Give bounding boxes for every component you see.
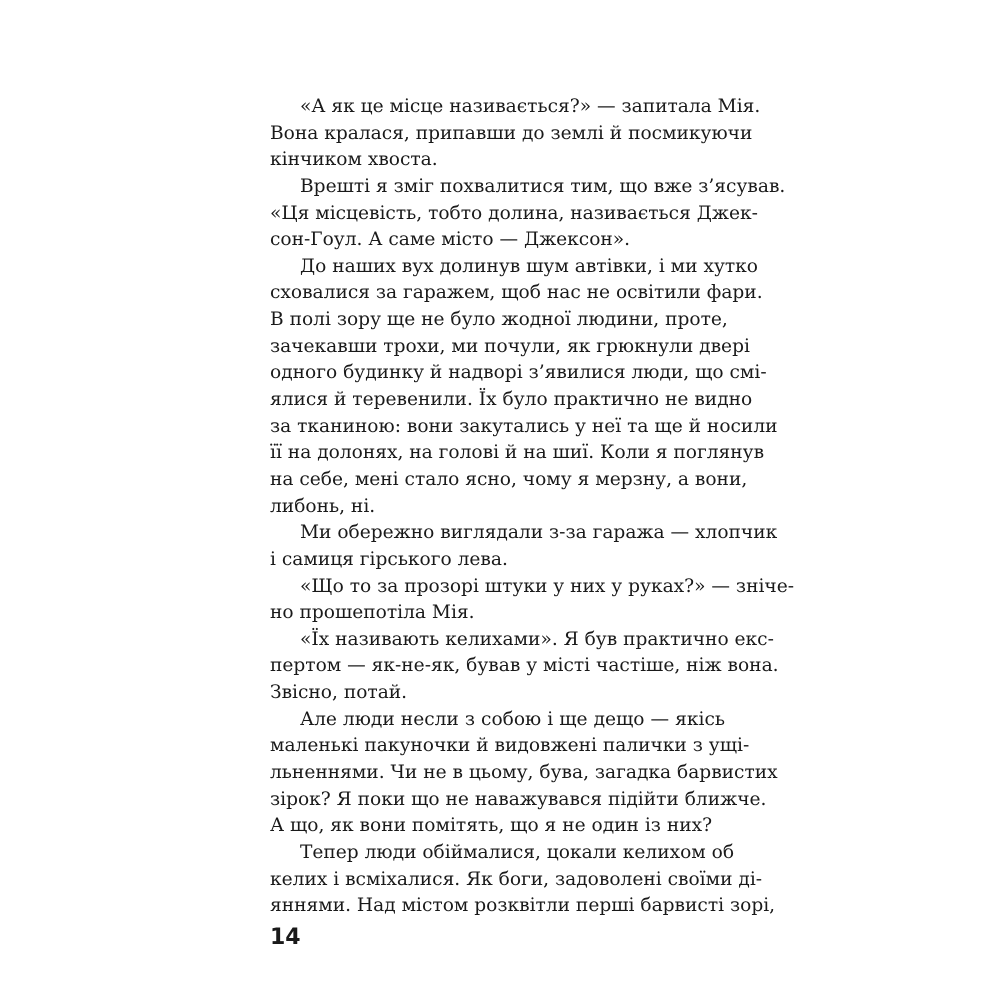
text-line: Але люди несли з собою і ще дещо — якісь <box>300 708 725 730</box>
text-line: «Ця місцевість, тобто долина, називається Джек- <box>270 202 758 224</box>
text-line: і самиця гірського лева. <box>270 548 508 570</box>
text-line: но прошепотіла Мія. <box>270 602 475 624</box>
text-line: кінчиком хвоста. <box>270 149 438 171</box>
text-line: маленькі пакуночки й видовжені палички з ущі- <box>270 735 750 757</box>
text-line: яннями. Над містом розквітли перші барвисті зорі, <box>270 895 776 917</box>
text-line: сон-Гоул. А саме місто — Джексон». <box>270 229 631 251</box>
text-line: її на долонях, на голові й на шиї. Коли я поглянув <box>270 442 765 464</box>
text-line: зірок? Я поки що не наважувався підійти ближче. <box>270 788 767 810</box>
text-line: льненнями. Чи не в цьому, бува, загадка барвистих <box>270 762 778 784</box>
body-text <box>270 94 794 920</box>
paragraph <box>270 520 778 573</box>
text-line: сховалися за гаражем, щоб нас не освітили фари. <box>270 282 763 304</box>
text-line: Тепер люди обіймалися, цокали келихом об <box>300 841 735 863</box>
paragraph <box>270 254 778 520</box>
text-line: за тканиною: вони закутались у неї та ще й носили <box>270 415 778 437</box>
text-line: келих і всміхалися. Як боги, задоволені своїми ді- <box>270 868 763 890</box>
text-line: Вона кралася, припавши до землі й посмикуючи <box>270 122 753 144</box>
text-line: А що, як вони помітять, що я не один із них? <box>270 815 713 837</box>
text-line: «Їх називають келихами». Я був практично екс- <box>300 628 774 650</box>
text-line: ялися й теревенили. Їх було практично не видно <box>270 389 753 411</box>
paragraph <box>270 94 761 174</box>
paragraph <box>270 174 786 254</box>
paragraph <box>270 840 776 920</box>
text-line: пертом — як-не-як, бував у місті частіше, ніж вона. <box>270 655 779 677</box>
text-line: одного будинку й надворі з’явилися люди, що смі- <box>270 362 767 384</box>
text-line: Ми обережно виглядали з-за гаража — хлопчик <box>300 522 778 544</box>
text-line: Звісно, потай. <box>270 682 408 704</box>
paragraph <box>270 574 794 627</box>
text-line: зачекавши трохи, ми почули, як грюкнули двері <box>270 335 750 357</box>
text-line: До наших вух долинув шум автівки, і ми хутко <box>300 255 758 277</box>
paragraph <box>270 627 779 707</box>
text-line: «А як це місце називається?» — запитала Мія. <box>300 96 761 117</box>
paragraph <box>270 707 778 840</box>
text-line: «Що то за прозорі штуки у них у руках?» — зніче- <box>300 575 794 597</box>
text-line: либонь, ні. <box>270 495 376 517</box>
text-line: на себе, мені стало ясно, чому я мерзну, а вони, <box>270 468 748 490</box>
text-line: Врешті я зміг похвалитися тим, що вже з’ясував. <box>300 175 786 197</box>
page-number: 14 <box>270 925 301 950</box>
text-line: В полі зору ще не було жодної людини, проте, <box>270 309 728 331</box>
